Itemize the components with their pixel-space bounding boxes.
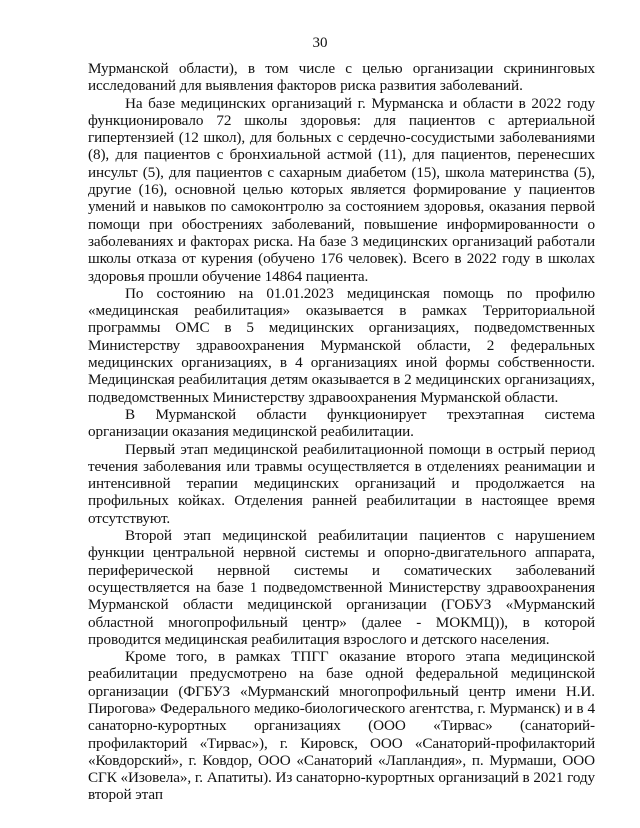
paragraph-rehabilitation-status: По состоянию на 01.01.2023 медицинская помощь по профилю «медицинская реабилитация» оказывается в рамках Территориальной программы ОМС в 5 медицинских организациях, подведомственных Министерству здравоохранения Мурманской области, 2 федеральных медицинских организациях, в 4 организациях иной формы собственности. Медицинская реабилитация детям оказывается в 2 медицинских организациях, подведомственных Министерству здравоохранения Мурманской области. xyxy=(88,284,595,406)
document-body xyxy=(88,60,595,804)
paragraph-health-schools: На базе медицинских организаций г. Мурманска и области в 2022 году функционировало 72 школы здоровья: для пациентов с артериальной гипертензией (12 школ), для больных с сердечно-сосудистыми заболеваниями (8), для пациентов с бронхиальной астмой (11), для пациентов, перенесших инсульт (5), для пациентов с сахарным диабетом (15), школа материнства (5), другие (16), основной целью которых является формирование у пациентов умений и навыков по самоконтролю за состоянием здоровья, оказания первой помощи при обострениях заболеваний, повышение информированности о заболеваниях и факторах риска. На базе 3 медицинских организаций работали школы отказа от курения (обучено 176 человек). Всего в 2022 году в школах здоровья прошли обучение 14864 пациента. xyxy=(88,94,595,285)
paragraph-screening-continuation: Мурманской области), в том числе с целью организации скрининговых исследований для выявления факторов риска развития заболеваний. xyxy=(88,60,595,95)
paragraph-tpgg-second-stage: Кроме того, в рамках ТПГГ оказание второго этапа медицинской реабилитации предусмотрено на базе одной федеральной медицинской организации (ФГБУЗ «Мурманский многопрофильный центр имени Н.И. Пирогова» Федерального медико-биологического агентства, г. Мурманск) и в 4 санаторно-курортных организациях (ООО «Тирвас» (санаторий-профилакторий «Тирвас»), г. Кировск, ООО «Санаторий-профилакторий «Ковдорский», г. Ковдор, ООО «Санаторий «Лапландия», п. Мурмаши, ООО СГК «Изовела», г. Апатиты). Из санаторно-курортных организаций в 2021 году второй этап xyxy=(88,648,595,804)
paragraph-second-stage: Второй этап медицинской реабилитации пациентов с нарушением функции центральной нервной системы и опорно-двигательного аппарата, периферической нервной системы и соматических заболеваний осуществляется на базе 1 подведомственной Министерству здравоохранения Мурманской области медицинской организации (ГОБУЗ «Мурманский областной многопрофильный центр» (далее - МОКМЦ)), в которой проводится медицинская реабилитация взрослого и детского населения. xyxy=(88,527,595,648)
paragraph-three-stage-system: В Мурманской области функционирует трехэтапная система организации оказания медицинской реабилитации. xyxy=(88,405,595,441)
page-number: 30 xyxy=(312,35,328,51)
paragraph-first-stage: Первый этап медицинской реабилитационной помощи в острый период течения заболевания или травмы осуществляется в отделениях реанимации и интенсивной терапии медицинских организаций и продолжается на профильных койках. Отделения ранней реабилитации в настоящее время отсутствуют. xyxy=(88,440,595,527)
